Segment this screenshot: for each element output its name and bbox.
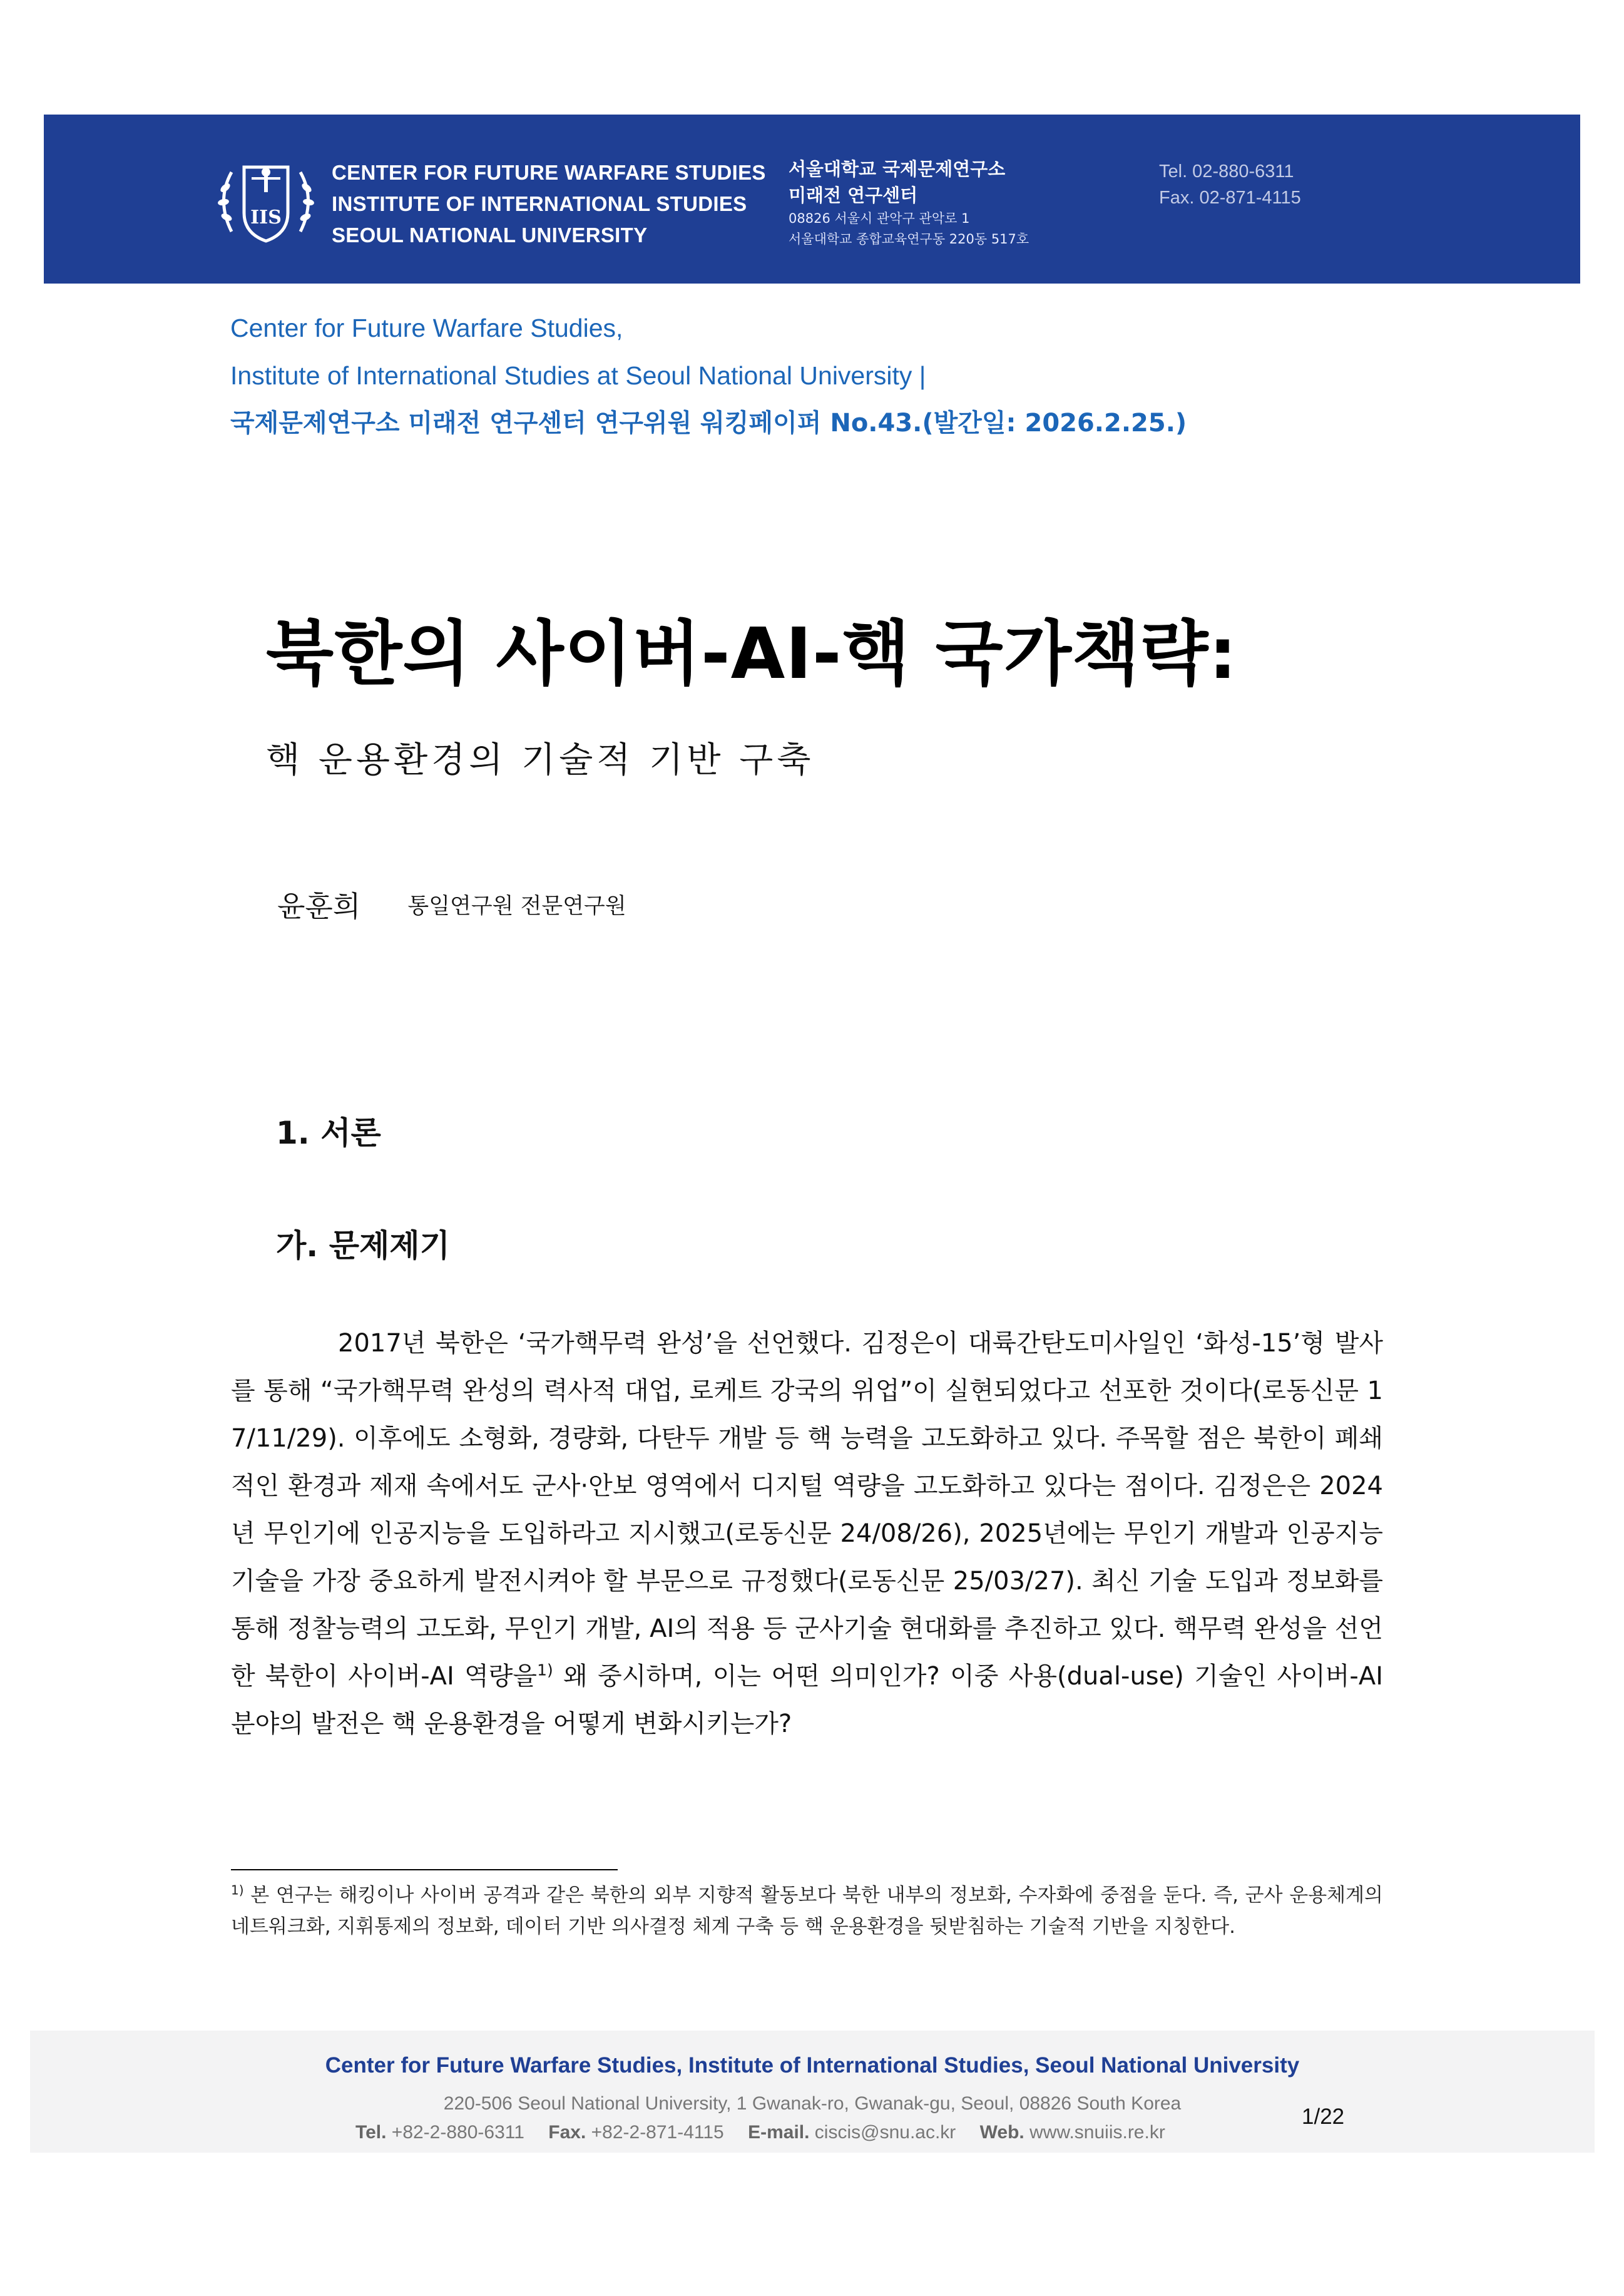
footer-email-label: E-mail. [748,2122,810,2143]
series-info [230,304,1187,447]
series-line3: 국제문제연구소 미래전 연구센터 연구위원 워킹페이퍼 No.43.(발간일: 2026.2.25.) [230,409,1187,438]
body-paragraph [231,1320,1383,1748]
footnote-divider [231,1869,618,1870]
address-line2: 서울대학교 종합교육연구동 220동 517호 [789,232,1029,247]
header-banner [44,115,1580,284]
footer-institute: Center for Future Warfare Studies, Institute of International Studies, Seoul National University [325,2053,1300,2078]
footer-email-link[interactable]: ciscis@snu.ac.kr [814,2122,956,2143]
header-tel: Tel. 02-880-6311 [1159,161,1294,182]
footnote [231,1880,1383,1942]
author-affiliation: 통일연구원 전문연구원 [407,894,626,919]
series-line2: Institute of International Studies at Seoul National University | [230,361,926,390]
footer-contact [355,2122,1165,2143]
footer-web-link[interactable]: www.snuiis.re.kr [1029,2122,1165,2143]
page-subtitle: 핵 운용환경의 기술적 기반 구축 [266,740,815,781]
footer-tel: +82-2-880-6311 [391,2122,524,2143]
institute-name-korean [789,156,1029,250]
eng-name-line3: SEOUL NATIONAL UNIVERSITY [332,223,648,247]
footer-address: 220-506 Seoul National University, 1 Gwanak-ro, Gwanak-gu, Seoul, 08826 South Korea [443,2093,1182,2114]
footnote-marker: 1) [231,1882,244,1898]
page-title: 북한의 사이버-AI-핵 국가책략: [266,613,1238,695]
series-line1: Center for Future Warfare Studies, [230,314,623,342]
institute-logo-icon [213,153,319,247]
institute-name-english [332,157,766,251]
subsection-heading: 가. 문제제기 [276,1227,450,1264]
address-line1: 08826 서울시 관악구 관악로 1 [789,211,970,226]
body-text-part2: 왜 중시하며, 이는 어떤 의미인가? 이중 사용(dual-use) 기술인 사이버-AI 분야의 발전은 핵 운용환경을 어떻게 변화시키는가? [231,1662,1383,1738]
author-line [277,884,626,925]
header-fax: Fax. 02-871-4115 [1159,188,1301,208]
page-footer [30,2031,1595,2153]
page-number: 1/22 [1302,2104,1345,2129]
kor-name-line1: 서울대학교 국제문제연구소 [789,158,1006,180]
kor-name-line2: 미래전 연구센터 [789,185,918,206]
eng-name-line1: CENTER FOR FUTURE WARFARE STUDIES [332,161,766,184]
footer-fax: +82-2-871-4115 [591,2122,724,2143]
footer-web-label: Web. [979,2122,1024,2143]
footer-tel-label: Tel. [355,2122,387,2143]
footnote-text: 본 연구는 해킹이나 사이버 공격과 같은 북한의 외부 지향적 활동보다 북한 내부의 정보화, 수자화에 중점을 둔다. 즉, 군사 운용체계의 네트워크화, 지휘통제의 정보화, 데이터 기반 의사결정 체계 구축 등 핵 운용환경을 뒷받침하는 기술적 기반을 지칭한다. [231,1884,1383,1938]
footnote-reference[interactable]: 1) [537,1661,553,1679]
logo-text: IIS [250,207,282,228]
body-text-part1: 2017년 북한은 ‘국가핵무력 완성’을 선언했다. 김정은이 대륙간탄도미사일인 ‘화성-15’형 발사를 통해 “국가핵무력 완성의 력사적 대업, 로케트 강국의 위업”이 실현되었다고 선포한 것이다(로동신문 17/11/29). 이후에도 소형화, 경량화, 다탄두 개발 등 핵 능력을 고도화하고 있다. 주목할 점은 북한이 폐쇄적인 환경과 제재 속에서도 군사·안보 영역에서 디지털 역량을 고도화하고 있다는 점이다. 김정은은 2024년 무인기에 인공지능을 도입하라고 지시했고(로동신문 24/08/26), 2025년에는 무인기 개발과 인공지능 기술을 가장 중요하게 발전시켜야 할 부문으로 규정했다(로동신문 25/03/27). 최신 기술 도입과 정보화를 통해 정찰능력의 고도화, 무인기 개발, AI의 적용 등 군사기술 현대화를 추진하고 있다. 핵무력 완성을 선언한 북한이 사이버-AI 역량을 [231,1329,1383,1691]
section-heading: 1. 서론 [276,1115,381,1151]
footer-fax-label: Fax. [548,2122,586,2143]
header-contact [1159,158,1301,211]
author-name: 윤훈희 [277,889,361,923]
eng-name-line2: INSTITUTE OF INTERNATIONAL STUDIES [332,192,747,215]
